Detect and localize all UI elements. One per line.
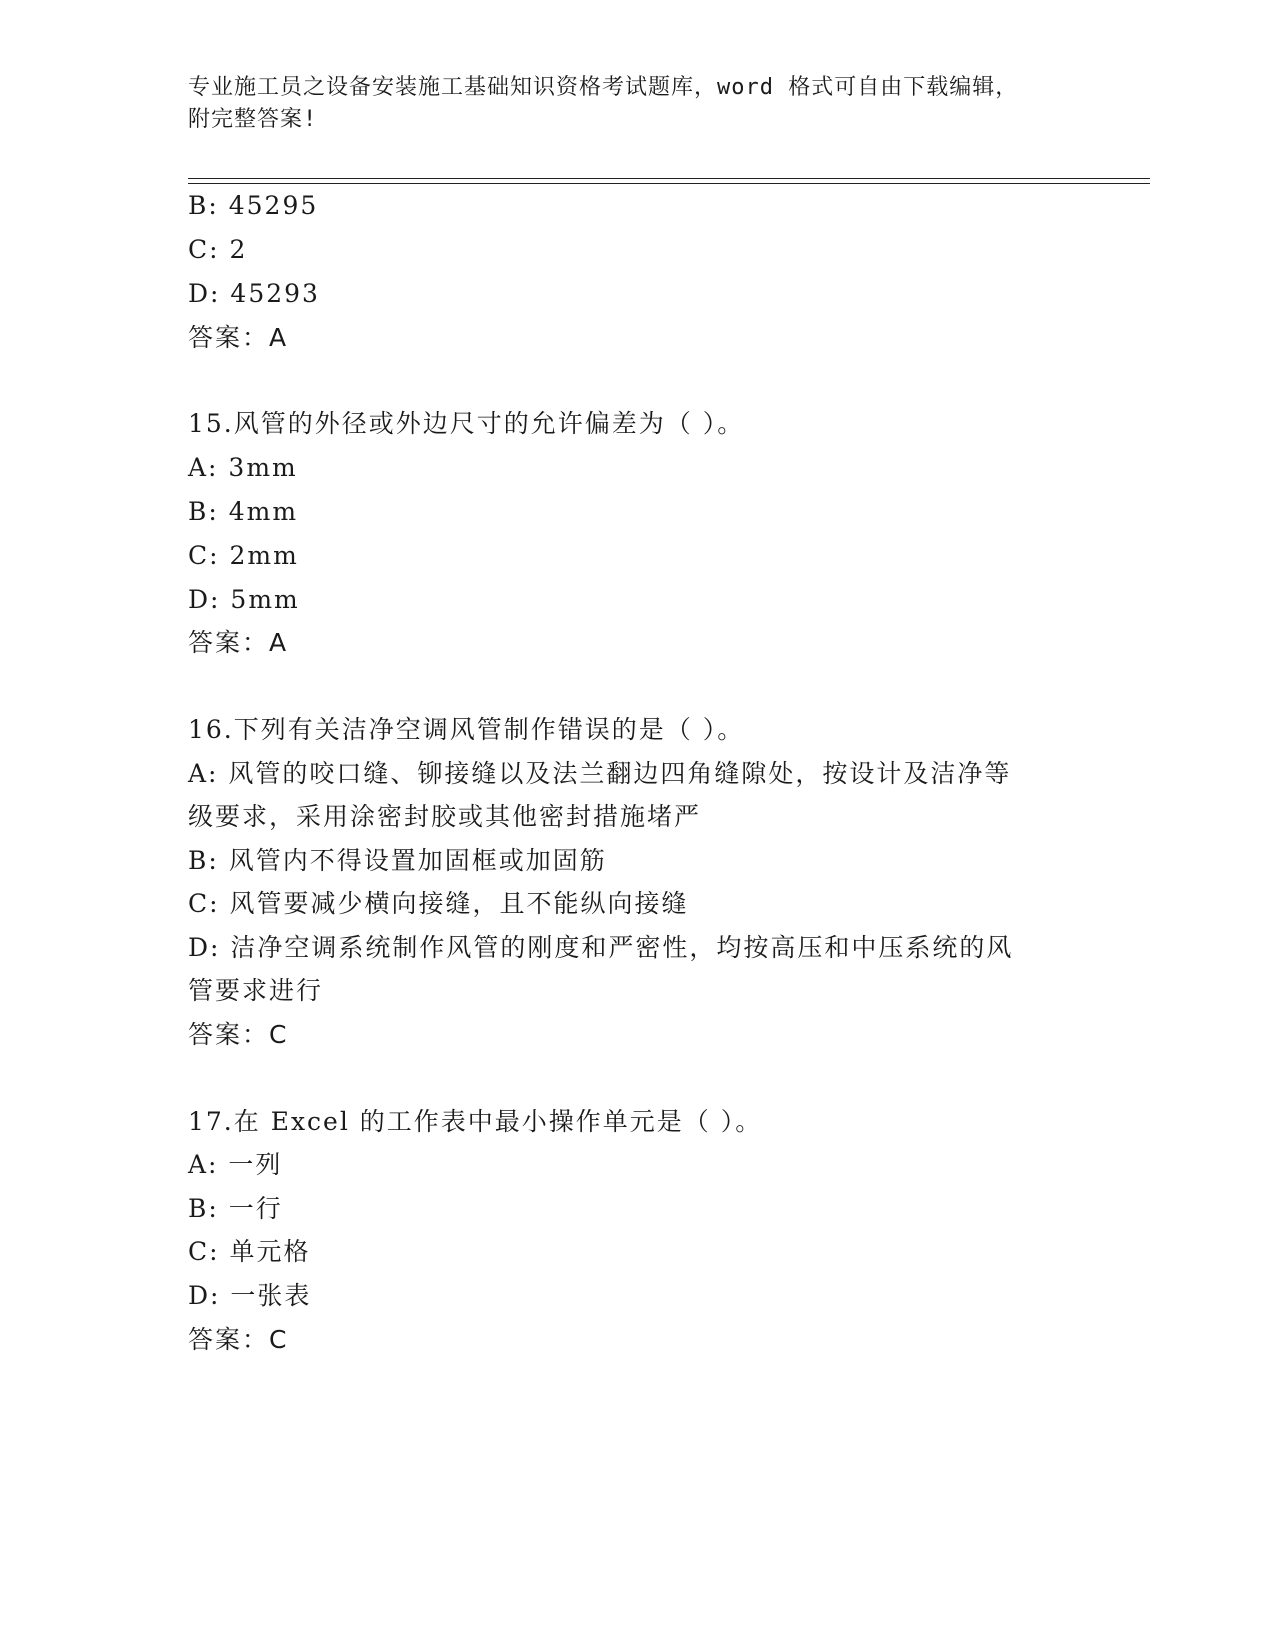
q16-stem: 16.下列有关洁净空调风管制作错误的是（ ）。 bbox=[188, 715, 745, 744]
q16-option-a-line-2: 级要求，采用涂密封胶或其他密封措施堵严 bbox=[188, 802, 702, 831]
q17-option-d: D: 一张表 bbox=[188, 1281, 312, 1310]
q16-answer: 答案：C bbox=[188, 1020, 289, 1049]
q17-option-a: A: 一列 bbox=[188, 1150, 283, 1179]
document-header bbox=[188, 72, 1088, 136]
q16-option-c: C: 风管要减少横向接缝，且不能纵向接缝 bbox=[188, 889, 689, 918]
q15-option-a: A: 3mm bbox=[188, 453, 298, 482]
q15-option-d: D: 5mm bbox=[188, 585, 300, 614]
q15-answer: 答案：A bbox=[188, 628, 289, 657]
q17-option-b: B: 一行 bbox=[188, 1194, 283, 1223]
q14-answer: 答案：A bbox=[188, 323, 289, 352]
q16-option-d-line-1: D: 洁净空调系统制作风管的刚度和严密性，均按高压和中压系统的风 bbox=[188, 933, 1014, 962]
q14-option-c: C: 2 bbox=[188, 235, 248, 264]
header-divider-bottom bbox=[188, 183, 1150, 184]
q15-stem: 15.风管的外径或外边尺寸的允许偏差为（ ）。 bbox=[188, 409, 745, 438]
header-divider-top bbox=[188, 178, 1150, 179]
q16-option-d-line-2: 管要求进行 bbox=[188, 976, 324, 1005]
q16-option-b: B: 风管内不得设置加固框或加固筋 bbox=[188, 846, 607, 875]
q15-option-b: B: 4mm bbox=[188, 497, 299, 526]
q16-option-a-line-1: A: 风管的咬口缝、铆接缝以及法兰翻边四角缝隙处，按设计及洁净等 bbox=[188, 759, 1012, 788]
q17-option-c: C: 单元格 bbox=[188, 1237, 311, 1266]
header-line-1: 专业施工员之设备安装施工基础知识资格考试题库，word 格式可自由下载编辑， bbox=[188, 75, 1019, 100]
header-line-2: 附完整答案! bbox=[188, 107, 318, 132]
q14-option-d: D: 45293 bbox=[188, 279, 320, 308]
q17-answer: 答案：C bbox=[188, 1325, 289, 1354]
q15-option-c: C: 2mm bbox=[188, 541, 299, 570]
q17-stem: 17.在 Excel 的工作表中最小操作单元是（ ）。 bbox=[188, 1107, 763, 1136]
q14-option-b: B: 45295 bbox=[188, 191, 319, 220]
